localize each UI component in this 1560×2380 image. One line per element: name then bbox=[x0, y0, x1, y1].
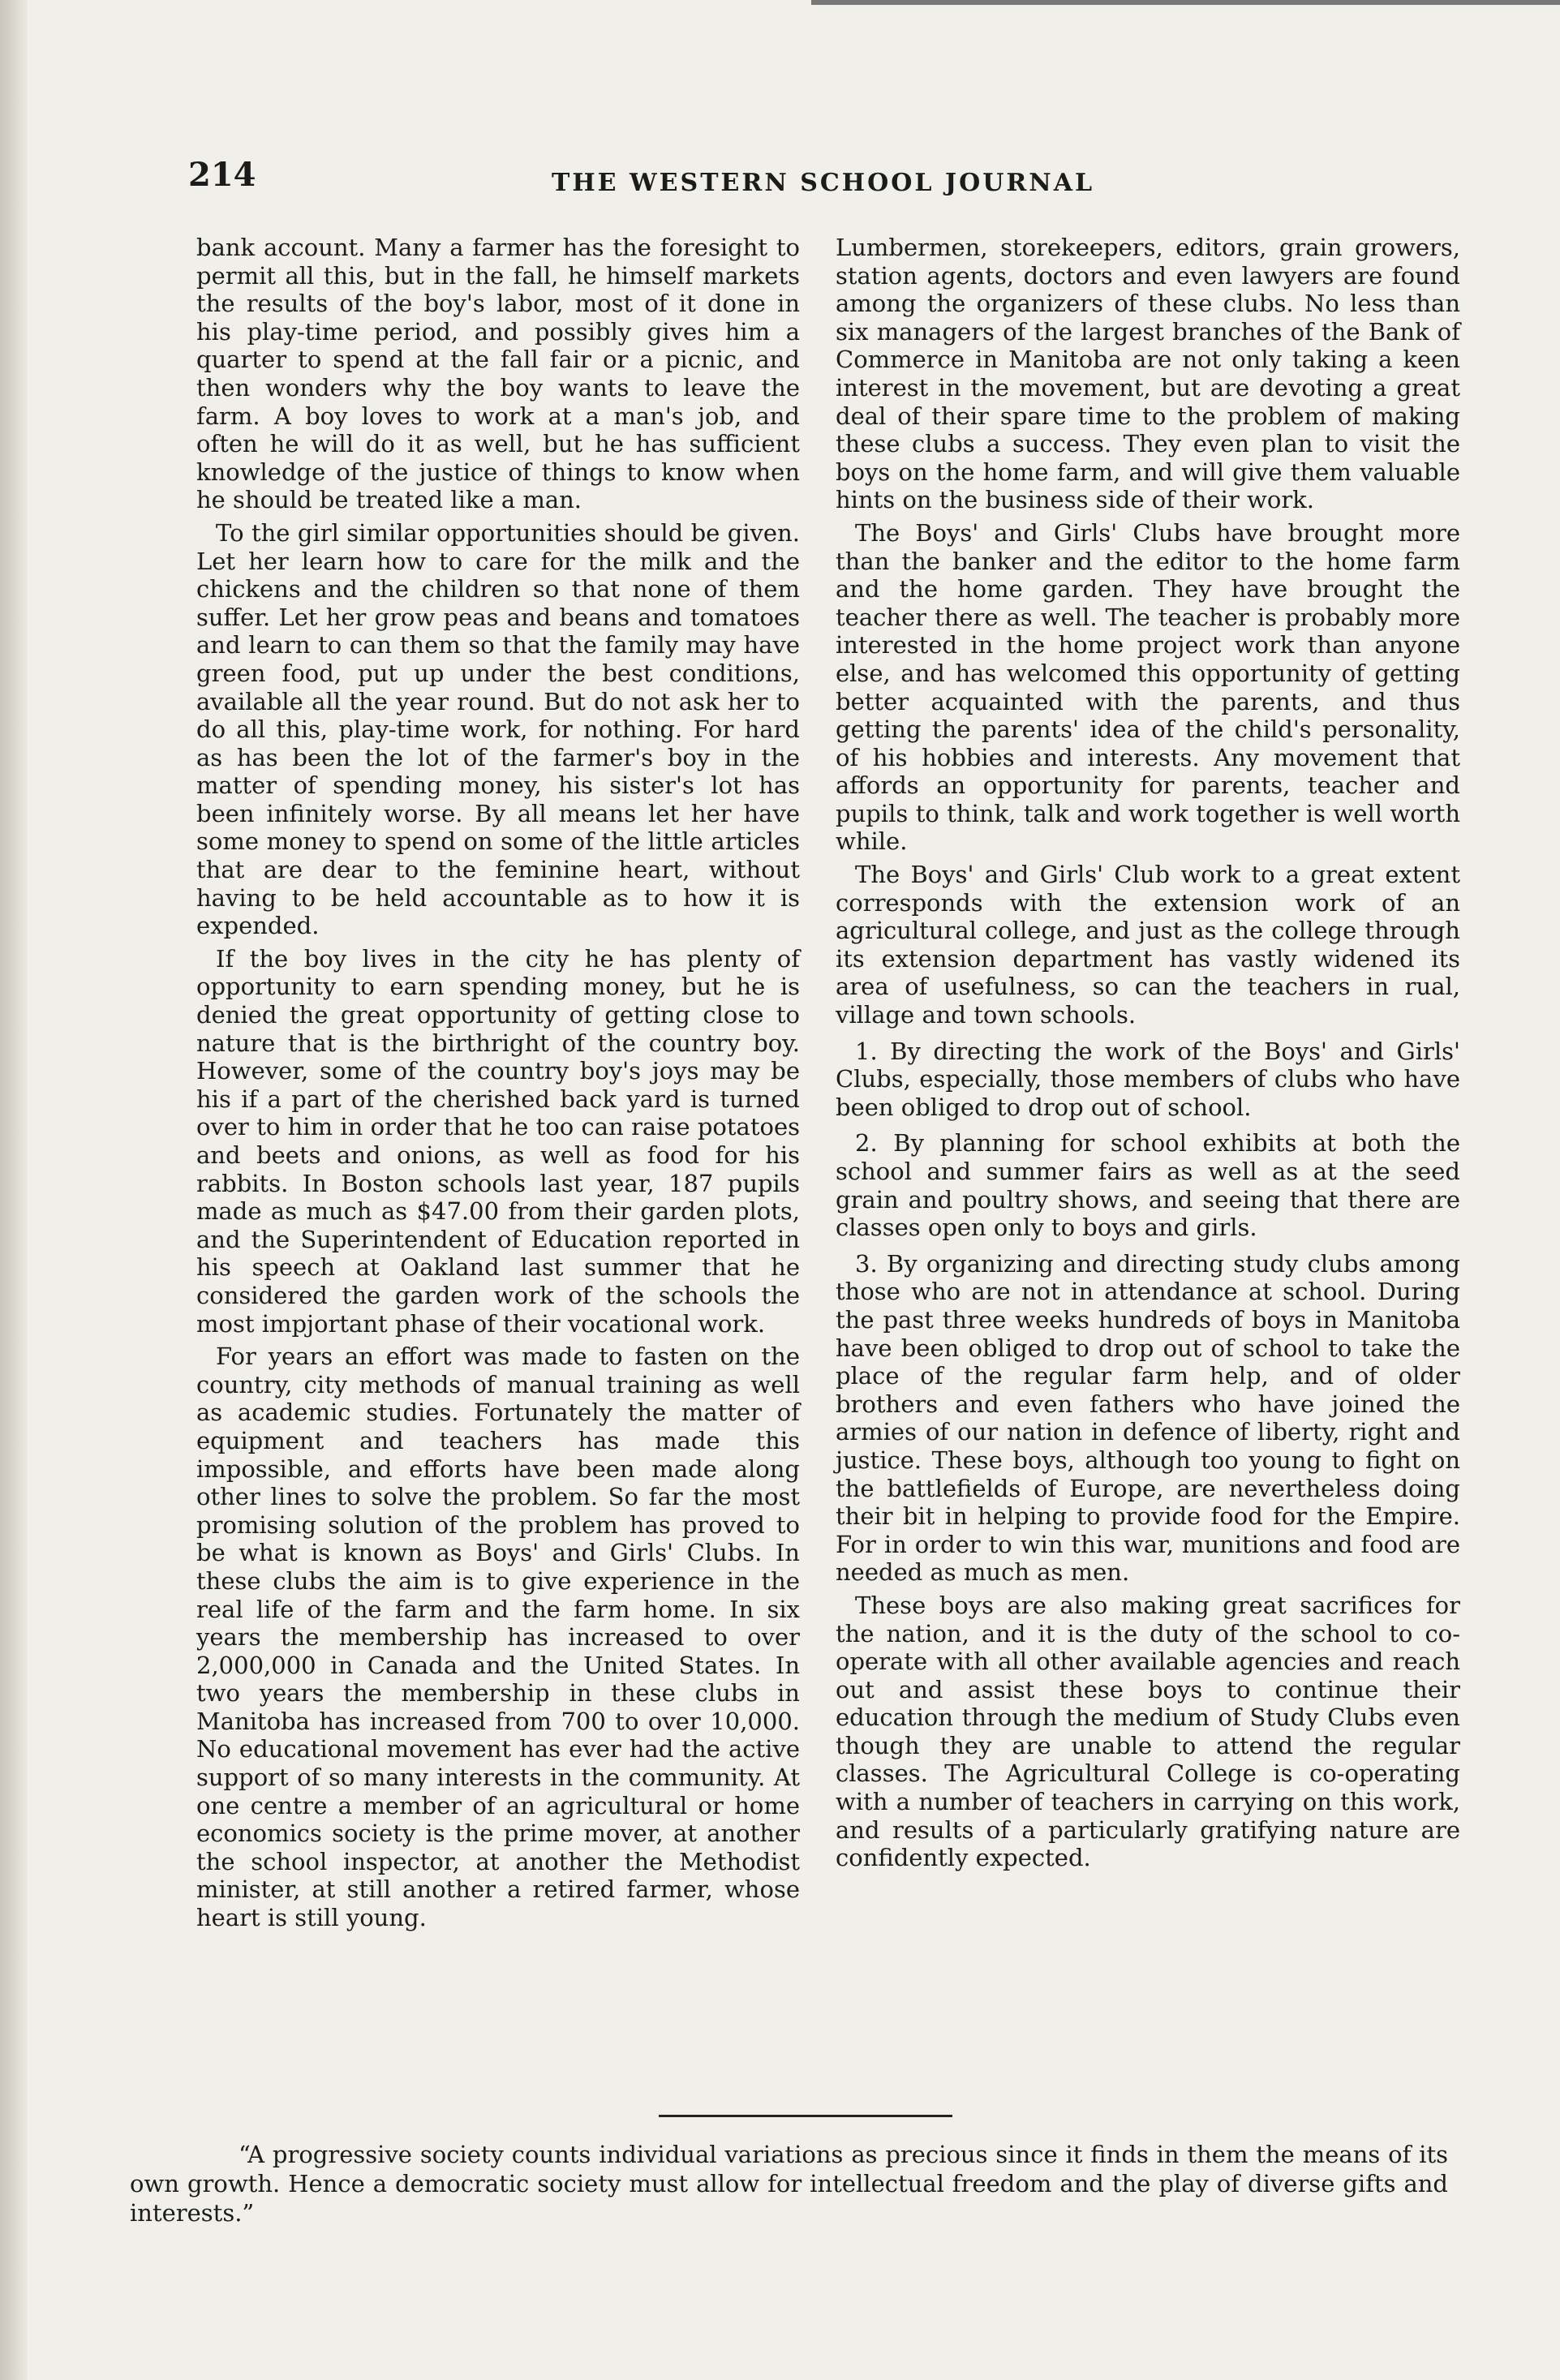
left-column bbox=[196, 234, 800, 1937]
paragraph: Lumbermen, storekeepers, editors, grain growers, station agents, doctors and even lawyers are found among the organizers of these clubs. No less than six managers of the largest branches of the Bank of Commerce in Manitoba are not only taking a keen interest in the movement, but are devoting a great deal of their spare time to the problem of making these clubs a success. They even plan to visit the boys on the home farm, and will give them valuable hints on the business side of their work. bbox=[836, 234, 1460, 514]
paragraph: These boys are also making great sacrifices for the nation, and it is the duty of the school to co-operate with all other available agencies and reach out and assist these boys to continue their education through the medium of Study Clubs even though they are unable to attend the regular classes. The Agricultural College is co-operating with a number of teachers in carrying on this work, and results of a particularly gratifying nature are confidently expected. bbox=[836, 1591, 1460, 1872]
footer-quote: “A progressive society counts individual variations as precious since it finds in them the means of its own growth. Hence a democratic society must allow for intellectual freedom and the play of diverse gifts and interests.” bbox=[130, 2141, 1448, 2227]
paragraph: If the boy lives in the city he has plenty of opportunity to earn spending money, but he is denied the great opportunity of getting close to nature that is the birthright of the country boy. However, some of the country boy's joys may be his if a part of the cherished back yard is turned over to him in order that he too can raise potatoes and beets and onions, as well as food for his rabbits. In Boston schools last year, 187 pupils made as much as $47.00 from their garden plots, and the Superintendent of Education reported in his speech at Oakland last summer that he considered the garden work of the schools the most impjortant phase of their vocational work. bbox=[196, 944, 800, 1338]
scan-edge bbox=[0, 0, 28, 2380]
paragraph: To the girl similar opportunities should be given. Let her learn how to care for the milk and the chickens and the children so that none of them suffer. Let her grow peas and beans and tomatoes and learn to can them so that the family may have green food, put up under the best conditions, available all the year round. But do not ask her to do all this, play-time work, for nothing. For hard as has been the lot of the farmer's boy in the matter of spending money, his sister's lot has been infinitely worse. By all means let her have some money to spend on some of the little articles that are dear to the feminine heart, without having to be held accountable as to how it is expended. bbox=[196, 518, 800, 940]
scan-top-edge bbox=[811, 0, 1560, 5]
paragraph: The Boys' and Girls' Club work to a great extent corresponds with the extension work of an agricultural college, and just as the college through its extension department has vastly widened its area of usefulness, so can the teachers in rual, village and town schools. bbox=[836, 861, 1460, 1029]
numbered-item: 2. By planning for school exhibits at both the school and summer fairs as well as at the seed grain and poultry shows, and seeing that there are classes open only to boys and girls. bbox=[836, 1129, 1460, 1242]
numbered-item: 1. By directing the work of the Boys' and Girls' Clubs, especially, those members of clubs who have been obliged to drop out of school. bbox=[836, 1037, 1460, 1121]
paragraph: bank account. Many a farmer has the foresight to permit all this, but in the fall, he himself markets the results of the boy's labor, most of it done in his play-time period, and possibly gives him a quarter to spend at the fall fair or a picnic, and then wonders why the boy wants to leave the farm. A boy loves to work at a man's job, and often he will do it as well, but he has sufficient knowledge of the justice of things to know when he should be treated like a man. bbox=[196, 234, 800, 514]
journal-title: THE WESTERN SCHOOL JOURNAL bbox=[552, 169, 1095, 197]
numbered-item: 3. By organizing and directing study clubs among those who are not in attendance at school. During the past three weeks hundreds of boys in Manitoba have been obliged to drop out of school to take the place of the regular farm help, and of older brothers and even fathers who have joined the armies of our nation in defence of liberty, right and justice. These boys, although too young to fight on the battlefields of Europe, are nevertheless doing their bit in helping to provide food for the Empire. For in order to win this war, munitions and food are needed as much as men. bbox=[836, 1249, 1460, 1587]
right-column bbox=[836, 234, 1460, 1877]
paragraph: The Boys' and Girls' Clubs have brought more than the banker and the editor to the home farm and the home garden. They have brought the teacher there as well. The teacher is probably more interested in the home project work than anyone else, and has welcomed this opportunity of getting better acquainted with the parents, and thus getting the parents' idea of the child's personality, of his hobbies and interests. Any movement that affords an opportunity for parents, teacher and pupils to think, talk and work together is well worth while. bbox=[836, 518, 1460, 856]
page-number: 214 bbox=[188, 156, 256, 194]
divider-rule bbox=[659, 2115, 952, 2117]
paragraph: For years an effort was made to fasten on the country, city methods of manual training as well as academic studies. Fortunately the matter of equipment and teachers has made this impossible, and efforts have been made along other lines to solve the problem. So far the most promising solution of the problem has proved to be what is known as Boys' and Girls' Clubs. In these clubs the aim is to give experience in the real life of the farm and the farm home. In six years the membership has increased to over 2,000,000 in Canada and the United States. In two years the membership in these clubs in Manitoba has increased from 700 to over 10,000. No educational movement has ever had the active support of so many interests in the community. At one centre a member of an agricultural or home economics society is the prime mover, at another the school inspector, at another the Methodist minister, at still another a retired farmer, whose heart is still young. bbox=[196, 1343, 800, 1932]
